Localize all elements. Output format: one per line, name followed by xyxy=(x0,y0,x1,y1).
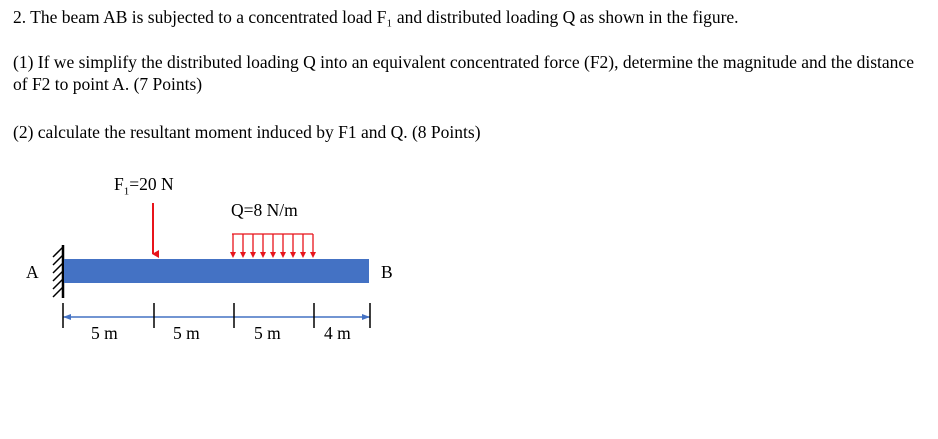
dimension-label-2: 5 m xyxy=(173,323,200,343)
dimension-label-4: 4 m xyxy=(324,323,351,343)
f1-symbol: F xyxy=(114,174,124,194)
question-title: 2. The beam AB is subjected to a concentrated load F₁ and distributed loading Q as shown in the figure. xyxy=(13,7,739,27)
q-arrowhead xyxy=(280,252,286,258)
dimension-label-3: 5 m xyxy=(254,323,281,343)
q-arrowhead xyxy=(240,252,246,258)
question-part-2: (2) calculate the resultant moment induced by F1 and Q. (8 Points) xyxy=(13,122,481,142)
q-arrowhead xyxy=(290,252,296,258)
f1-value: =20 N xyxy=(129,174,174,194)
fixed-support xyxy=(53,245,63,298)
distributed-load-arrows xyxy=(230,234,316,258)
q-arrowhead xyxy=(270,252,276,258)
q-label: Q=8 N/m xyxy=(231,200,298,220)
q-arrowhead xyxy=(230,252,236,258)
question-part-1: (1) If we simplify the distributed loading Q into an equivalent concentrated force (F2), determine the magnitude and the distance of F2 to point A. (7 Points) xyxy=(13,52,914,94)
beam xyxy=(64,259,369,283)
dimension-label-1: 5 m xyxy=(91,323,118,343)
q-arrowhead xyxy=(310,252,316,258)
q-arrowhead xyxy=(260,252,266,258)
q-arrowhead xyxy=(250,252,256,258)
f1-label xyxy=(114,174,174,202)
point-b-label: B xyxy=(381,262,393,282)
f1-subscript: 1 xyxy=(123,185,130,198)
q-arrowhead xyxy=(300,252,306,258)
point-a-label: A xyxy=(26,262,39,282)
